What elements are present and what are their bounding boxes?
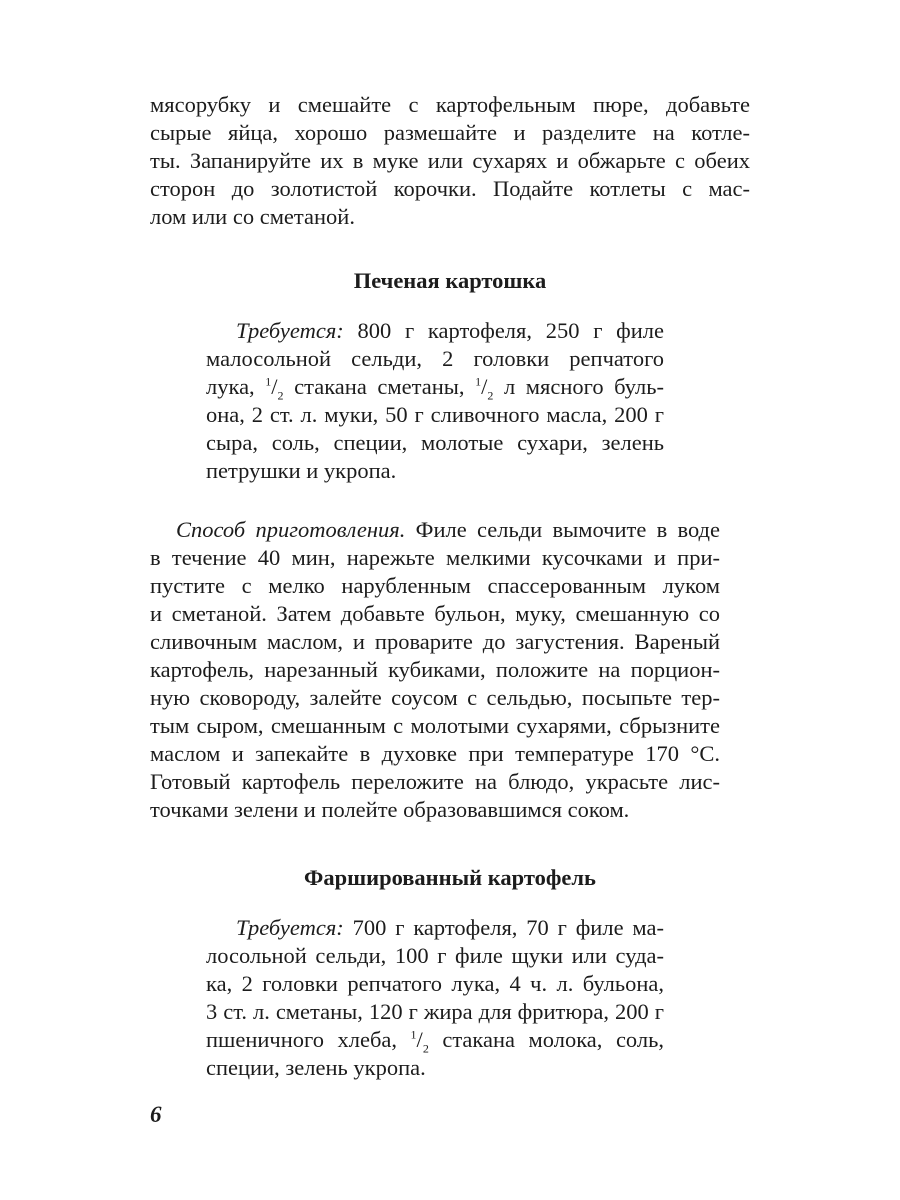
- recipe-heading: Фаршированный картофель: [304, 865, 596, 890]
- text-span: 800 г картофеля, 250 г филе: [343, 318, 664, 343]
- text-line: специи, зелень укропа.: [206, 1055, 426, 1080]
- fraction-numerator: 1: [265, 374, 272, 389]
- fraction-numerator: 1: [475, 374, 482, 389]
- page-number: 6: [150, 1102, 162, 1127]
- text-span: л мясного буль-: [493, 374, 664, 399]
- fraction-slash: /: [271, 374, 278, 399]
- fraction-denominator: 2: [487, 388, 494, 403]
- text-line: [176, 516, 720, 544]
- fraction-slash: /: [481, 374, 488, 399]
- text-line: [236, 317, 664, 345]
- text-line: ты. Запанируйте их в муке или сухарях и обжарьте с обеих: [150, 148, 750, 173]
- text-span: 700 г картофеля, 70 г филе ма-: [343, 915, 664, 940]
- ingredients-label: Требуется:: [236, 915, 344, 940]
- text-line: лосольной сельди, 100 г филе щуки или суда-: [206, 943, 664, 968]
- fraction-denominator: 2: [277, 388, 284, 403]
- text-line: пустите с мелко нарубленным спассерованным луком: [150, 573, 720, 598]
- text-line: маслом и запекайте в духовке при температуре 170 °С.: [150, 741, 720, 766]
- text-line: 3 ст. л. сметаны, 120 г жира для фритюра, 200 г: [206, 999, 664, 1024]
- text-line: Готовый картофель переложите на блюдо, украсьте лис-: [150, 769, 720, 794]
- text-span: стакана молока, соль,: [428, 1027, 664, 1052]
- method-label: Способ приготовления.: [176, 517, 406, 542]
- text-line: сторон до золотистой корочки. Подайте котлеты с мас-: [150, 176, 750, 201]
- text-line: [206, 373, 664, 401]
- text-line: и сметаной. Затем добавьте бульон, муку, смешанную со: [150, 601, 720, 626]
- text-line: ную сковороду, залейте соусом с сельдью, посыпьте тер-: [150, 685, 720, 710]
- fraction-denominator: 2: [422, 1041, 429, 1056]
- fraction-numerator: 1: [410, 1027, 417, 1042]
- text-line: [236, 914, 664, 942]
- text-line: малосольной сельди, 2 головки репчатого: [206, 346, 664, 371]
- text-line: она, 2 ст. л. муки, 50 г сливочного масла, 200 г: [206, 402, 664, 427]
- text-line: ка, 2 головки репчатого лука, 4 ч. л. бульона,: [206, 971, 664, 996]
- text-line: мясорубку и смешайте с картофельным пюре, добавьте: [150, 92, 750, 117]
- text-line: [206, 1026, 664, 1054]
- text-line: петрушки и укропа.: [206, 458, 397, 483]
- text-line: тым сыром, смешанным с молотыми сухарями, сбрызните: [150, 713, 720, 738]
- text-span: стакана сметаны,: [283, 374, 476, 399]
- text-span: лука,: [206, 374, 266, 399]
- fraction-slash: /: [416, 1027, 423, 1052]
- ingredients-label: Требуется:: [236, 318, 344, 343]
- text-span: Филе сельди вымочите в воде: [405, 517, 720, 542]
- text-span: пшеничного хлеба,: [206, 1027, 411, 1052]
- text-line: сливочным маслом, и проварите до загустения. Вареный: [150, 629, 720, 654]
- recipe-heading: Печеная картошка: [353, 268, 547, 293]
- text-line: точками зелени и полейте образовавшимся соком.: [150, 797, 630, 822]
- text-line: в течение 40 мин, нарежьте мелкими кусочками и при-: [150, 545, 720, 570]
- text-line: картофель, нарезанный кубиками, положите на порцион-: [150, 657, 720, 682]
- text-line: сырые яйца, хорошо размешайте и разделите на котле-: [150, 120, 750, 145]
- text-line: лом или со сметаной.: [150, 204, 355, 229]
- text-line: сыра, соль, специи, молотые сухари, зелень: [206, 430, 664, 455]
